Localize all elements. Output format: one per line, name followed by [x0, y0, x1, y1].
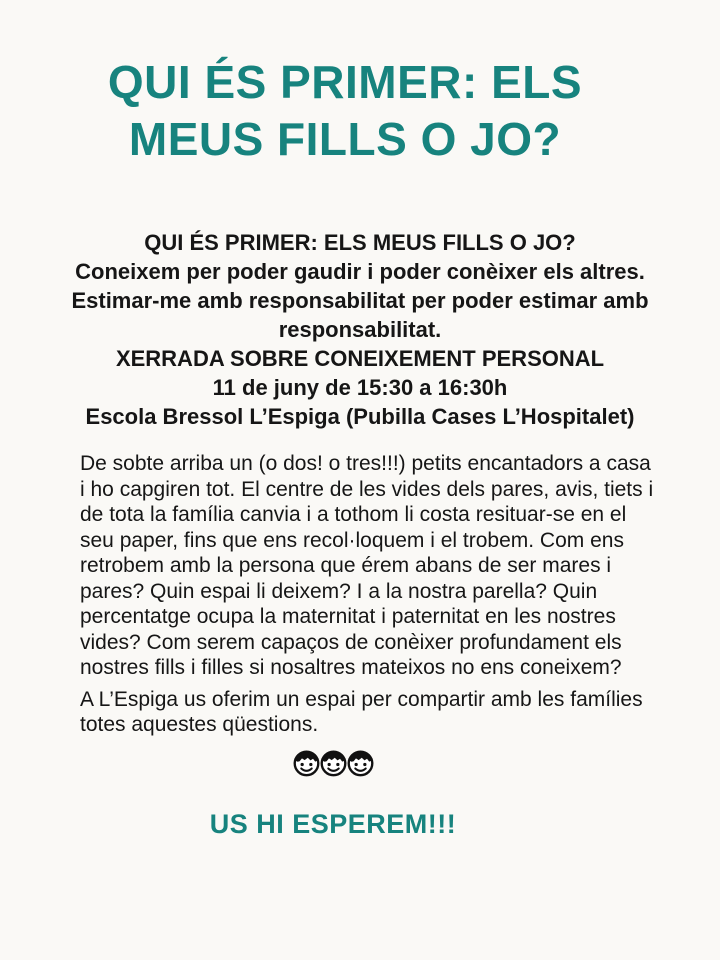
description: [80, 451, 654, 738]
child-smiley-face-icon: [319, 748, 348, 777]
page-title-line-1: QUI ÉS PRIMER: ELS: [107, 56, 583, 108]
description-paragraph-2: A L’Espiga us oferim un espai per compartir amb les famílies totes aquestes qüestions.: [80, 687, 643, 736]
event-datetime: 11 de juny de 15:30 a 16:30h: [212, 375, 508, 400]
closing-message: US HI ESPEREM!!!: [209, 808, 457, 839]
child-smiley-face-icon: [346, 748, 375, 777]
description-paragraph-1: De sobte arriba un (o dos! o tres!!!) petits encantadors a casa i ho capgiren tot. El centre de les vides dels pares, avis, tiets i de tota la família canvia i a tothom li costa resituar-se en el seu paper, fins que ens recol·loquem i el trobem. Com ens retrobem amb la persona que érem abans de ser mares i pares? Quin espai li deixem? I a la nostra parella? Quin percentatge ocupa la maternitat i paternitat en les nostres vides? Com serem capaços de conèixer profundament els nostres fills i filles si nosaltres mateixos no ens coneixem?: [80, 452, 654, 679]
event-subtitle: QUI ÉS PRIMER: ELS MEUS FILLS O JO?: [144, 230, 576, 255]
page-title-line-2: MEUS FILLS O JO?: [128, 113, 562, 165]
page-title: [0, 0, 720, 168]
smiley-row: [0, 748, 720, 777]
event-location: Escola Bressol L’Espiga (Pubilla Cases L’Hospitalet): [85, 404, 635, 429]
event-tagline-2: Estimar-me amb responsabilitat per poder estimar amb responsabilitat.: [71, 288, 649, 342]
event-type: XERRADA SOBRE CONEIXEMENT PERSONAL: [115, 346, 605, 371]
event-details: [28, 228, 692, 431]
child-smiley-face-icon: [292, 748, 321, 777]
event-tagline-1: Coneixem per poder gaudir i poder conèixer els altres.: [75, 259, 645, 284]
